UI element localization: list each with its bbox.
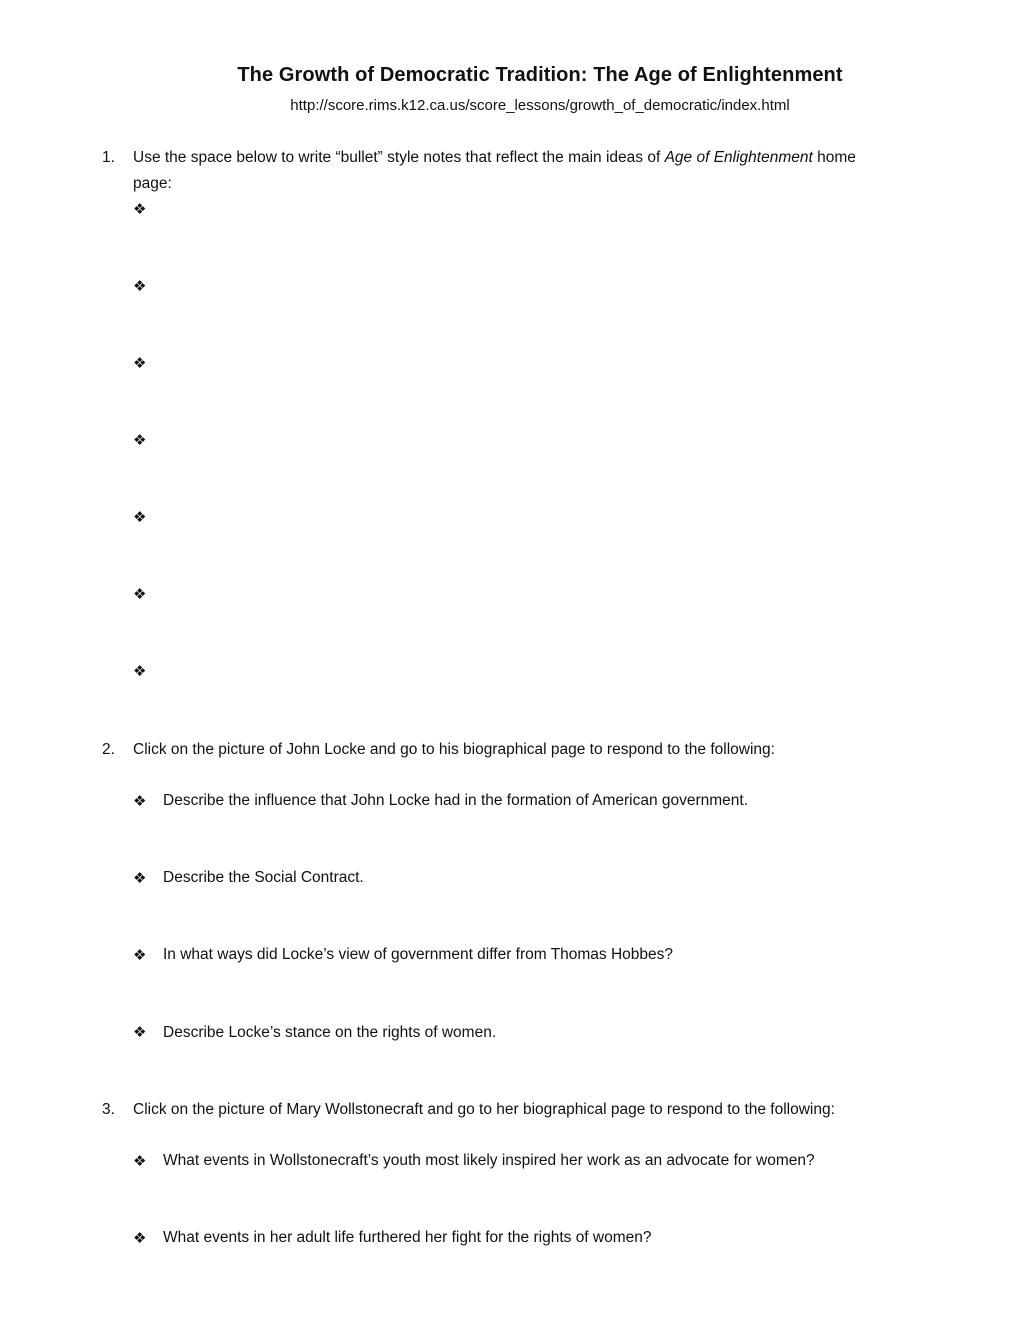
bullet-icon: ❖ bbox=[133, 1153, 147, 1170]
question-1-number: 1. bbox=[102, 149, 115, 166]
question-1-text-part: Use the space below to write “bullet” style notes that reflect the main ideas of bbox=[133, 149, 665, 166]
question-1-italic-title: Age of Enlightenment bbox=[664, 149, 813, 166]
question-1-text-line2: page: bbox=[133, 175, 172, 192]
bullet-icon: ❖ bbox=[133, 870, 147, 887]
question-3-item: What events in Wollstonecraft’s youth most likely inspired her work as an advocate for women? bbox=[163, 1152, 815, 1169]
bullet-icon: ❖ bbox=[133, 1024, 147, 1041]
question-2-number: 2. bbox=[102, 741, 115, 758]
bullet-icon: ❖ bbox=[133, 509, 147, 526]
bullet-icon: ❖ bbox=[133, 586, 147, 603]
question-2-text: Click on the picture of John Locke and go to his biographical page to respond to the following: bbox=[133, 741, 775, 758]
bullet-icon: ❖ bbox=[133, 663, 147, 680]
bullet-icon: ❖ bbox=[133, 947, 147, 964]
question-1-text bbox=[133, 149, 856, 167]
question-2-item: Describe the influence that John Locke had in the formation of American government. bbox=[163, 792, 749, 809]
bullet-icon: ❖ bbox=[133, 355, 147, 372]
question-3-item: What events in her adult life furthered her fight for the rights of women? bbox=[163, 1229, 652, 1246]
question-2-item: Describe the Social Contract. bbox=[163, 869, 364, 886]
question-2-item: Describe Locke’s stance on the rights of women. bbox=[163, 1024, 497, 1041]
bullet-icon: ❖ bbox=[133, 278, 147, 295]
bullet-icon: ❖ bbox=[133, 432, 147, 449]
question-3-number: 3. bbox=[102, 1101, 115, 1118]
question-3-text: Click on the picture of Mary Wollstonecraft and go to her biographical page to respond to the following: bbox=[133, 1101, 835, 1118]
bullet-icon: ❖ bbox=[133, 201, 147, 218]
question-2-item: In what ways did Locke’s view of government differ from Thomas Hobbes? bbox=[163, 946, 674, 963]
bullet-icon: ❖ bbox=[133, 793, 147, 810]
bullet-icon: ❖ bbox=[133, 1230, 147, 1247]
question-1-text-part: home bbox=[812, 149, 856, 166]
page-title: The Growth of Democratic Tradition: The Age of Enlightenment bbox=[237, 64, 843, 86]
source-url: http://score.rims.k12.ca.us/score_lessons/growth_of_democratic/index.html bbox=[290, 97, 790, 114]
